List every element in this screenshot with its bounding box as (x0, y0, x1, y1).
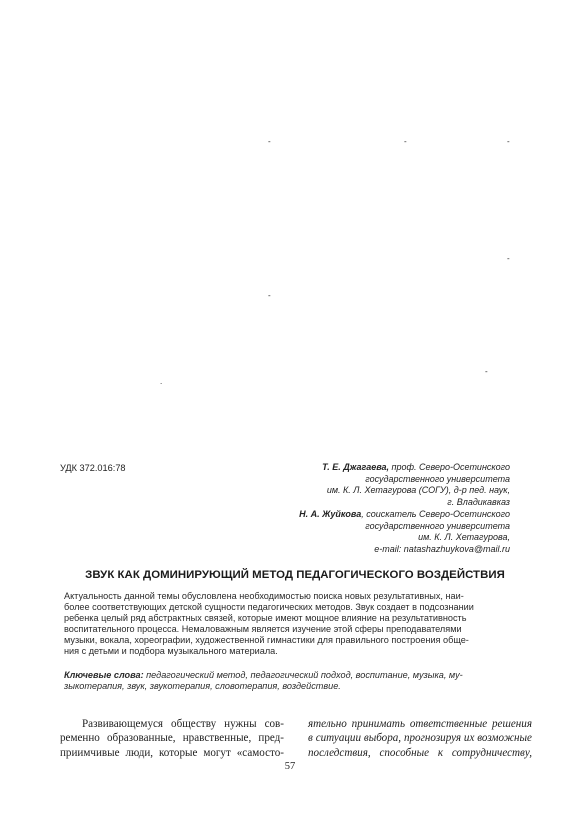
page-number: 57 (284, 761, 296, 772)
author-affiliation: им. К. Л. Хетагурова, (418, 532, 510, 543)
scan-artifact-dot: . (160, 377, 163, 386)
scan-artifact-dash: - (507, 254, 510, 263)
article-title: ЗВУК КАК ДОМИНИРУЮЩИЙ МЕТОД ПЕДАГОГИЧЕСКОГО ВОЗДЕЙСТВИЯ (85, 569, 505, 581)
body-line: Развивающемуся обществу нужны сов- (82, 718, 284, 730)
body-column-right (308, 717, 532, 760)
abstract-line: ребенка целый ряд абстрактных связей, которые имеют мощное влияние на результативность (64, 612, 467, 623)
scan-artifact-dash: - (485, 367, 488, 376)
body-column-left (60, 717, 284, 760)
abstract-line: Актуальность данной темы обусловлена необходимостью поиска новых результативных, наи- (64, 591, 464, 601)
abstract-line: более соответствующих детской сущности педагогических методов. Звук создает в подсознании (64, 601, 474, 612)
author-city: г. Владикавказ (447, 497, 510, 508)
author-name: Н. А. Жуйкова (299, 508, 362, 519)
author-affiliation: государственного университета (365, 520, 510, 531)
body-line: ременно образованные, нравственные, пред- (60, 732, 284, 745)
authors-block (210, 462, 510, 556)
author-affiliation: проф. Северо-Осетинского (389, 462, 510, 472)
keywords-label: Ключевые слова: (64, 670, 144, 680)
abstract-line: воспитательного процесса. Немаловажным является изучение этой сферы преподавателями (64, 623, 462, 634)
udk-code: УДК 372.016:78 (60, 463, 126, 473)
body-line: в ситуации выбора, прогнозируя их возможные (308, 732, 532, 745)
keywords (64, 670, 516, 692)
abstract (64, 591, 516, 656)
scan-artifact-dash: - (507, 137, 510, 146)
keywords-text: зыкотерапия, звук, звукотерапия, словотерапия, воздействие. (64, 681, 341, 691)
author-affiliation: государственного университета (365, 473, 510, 484)
author-affiliation: им. К. Л. Хетагурова (СОГУ), д-р пед. наук, (326, 485, 510, 496)
author-line (210, 462, 510, 474)
abstract-line: музыки, вокала, хореографии, художественной гимнастики для правильного построения обще- (64, 634, 469, 645)
author-name: Т. Е. Джагаева, (322, 462, 390, 472)
keywords-text: педагогический метод, педагогический подход, воспитание, музыка, му- (143, 670, 463, 680)
body-line: последствия, способные к сотрудничеству, (308, 746, 532, 759)
scan-artifact-dash: - (268, 137, 271, 146)
scan-artifact-dash: - (404, 137, 407, 146)
body-line: приимчивые люди, которые могут «самосто- (60, 746, 284, 759)
author-email: e-mail: natashazhuykova@mail.ru (374, 543, 510, 554)
author-affiliation: , соискатель Северо-Осетинского (361, 508, 510, 519)
body-line: ятельно принимать ответственные решения (308, 718, 532, 730)
author-line (210, 509, 510, 521)
keywords-line (64, 670, 516, 681)
abstract-line: ния с детьми и подбора музыкального материала. (64, 645, 278, 656)
scan-artifact-dash: - (268, 291, 271, 300)
